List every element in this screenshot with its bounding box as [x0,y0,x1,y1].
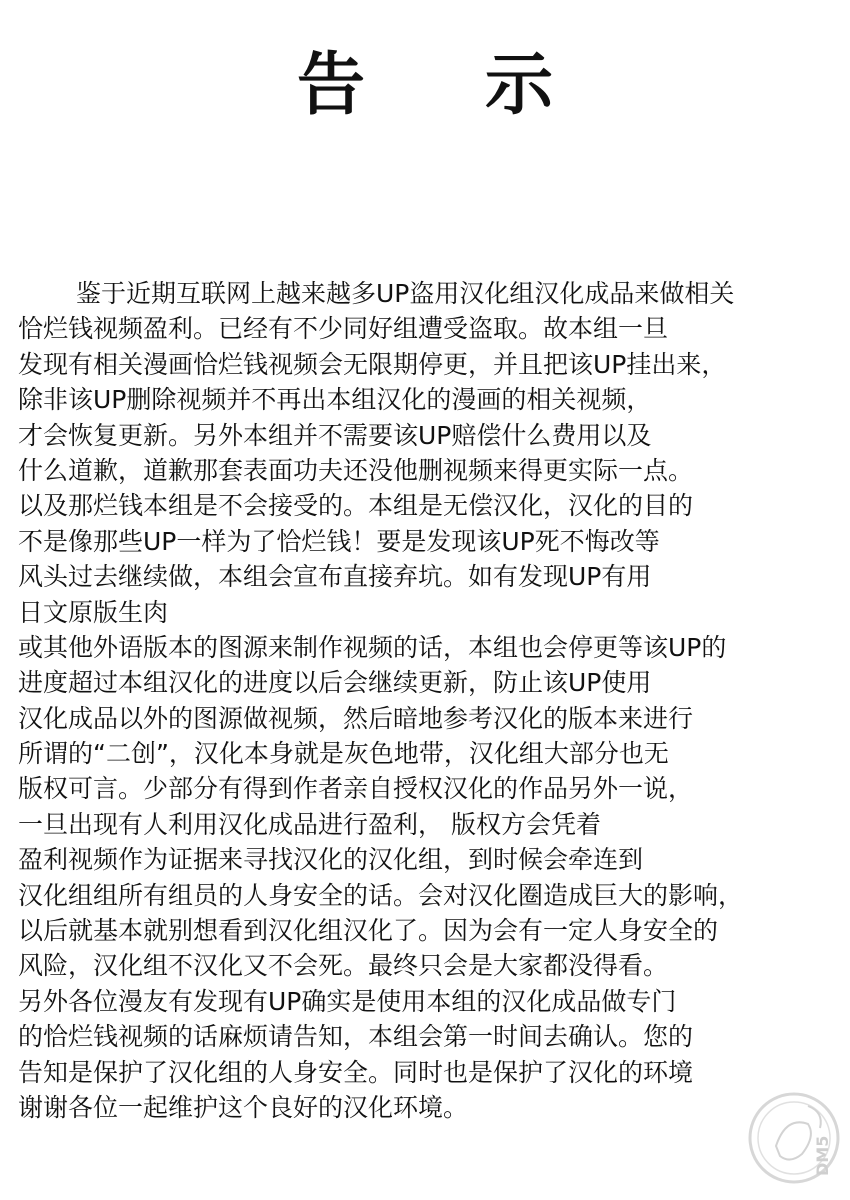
title-char-1: 告 [296,46,365,125]
body-line: 盈利视频作为证据来寻找汉化的汉化组，到时候会牵连到 [18,845,644,875]
body-line: 发现有相关漫画恰烂钱视频会无限期停更，并且把该UP挂出来， [18,349,727,379]
body-line: 才会恢复更新。另外本组并不需要该UP赔偿什么费用以及 [18,420,652,450]
body-line: 谢谢各位一起维护这个良好的汉化环境。 [18,1092,469,1122]
body-line: 不是像那些UP一样为了恰烂钱！要是发现该UP死不悔改等 [18,526,660,556]
body-line: 恰烂钱视频盈利。已经有不少同好组遭受盗取。故本组一旦 [18,314,669,344]
body-line: 或其他外语版本的图源来制作视频的话，本组也会停更等该UP的 [18,632,727,662]
watermark-text: DM5 [813,1135,832,1176]
body-line: 鉴于近期互联网上越来越多UP盗用汉化组汉化成品来做相关 [76,279,735,308]
body-line: 一旦出现有人利用汉化成品进行盈利， 版权方会凭着 [18,809,601,839]
body-line: 风头过去继续做，本组会宣布直接弃坑。如有发现UP有用 [18,562,652,592]
body-line: 以及那烂钱本组是不会接受的。本组是无偿汉化，汉化的目的 [18,491,694,521]
body-line: 以后就基本就别想看到汉化组汉化了。因为会有一定人身安全的 [18,916,719,946]
title-char-2: 示 [485,46,554,125]
body-line: 除非该UP删除视频并不再出本组汉化的漫画的相关视频， [18,385,652,415]
dm5-watermark-logo [736,1076,846,1196]
body-line: 所谓的“二创”，汉化本身就是灰色地带，汉化组大部分也无 [18,739,669,769]
body-line: 风险，汉化组不汉化又不会死。最终只会是大家都没得看。 [18,951,669,981]
notice-title [0,46,850,125]
body-line: 汉化成品以外的图源做视频，然后暗地参考汉化的版本来进行 [18,703,694,733]
body-line: 告知是保护了汉化组的人身安全。同时也是保护了汉化的环境 [18,1057,694,1087]
body-line: 什么道歉，道歉那套表面功夫还没他删视频来得更实际一点。 [18,455,694,485]
body-line: 另外各位漫友有发现有UP确实是使用本组的汉化成品做专门 [18,986,677,1016]
notice-body [18,276,848,1125]
body-line: 汉化组组所有组员的人身安全的话。会对汉化圈造成巨大的影响， [18,880,744,910]
body-line: 版权可言。少部分有得到作者亲自授权汉化的作品另外一说， [18,774,694,804]
body-line: 日文原版生肉 [18,597,169,627]
body-line: 进度超过本组汉化的进度以后会继续更新，防止该UP使用 [18,668,652,698]
body-line: 的恰烂钱视频的话麻烦请告知，本组会第一时间去确认。您的 [18,1022,694,1052]
